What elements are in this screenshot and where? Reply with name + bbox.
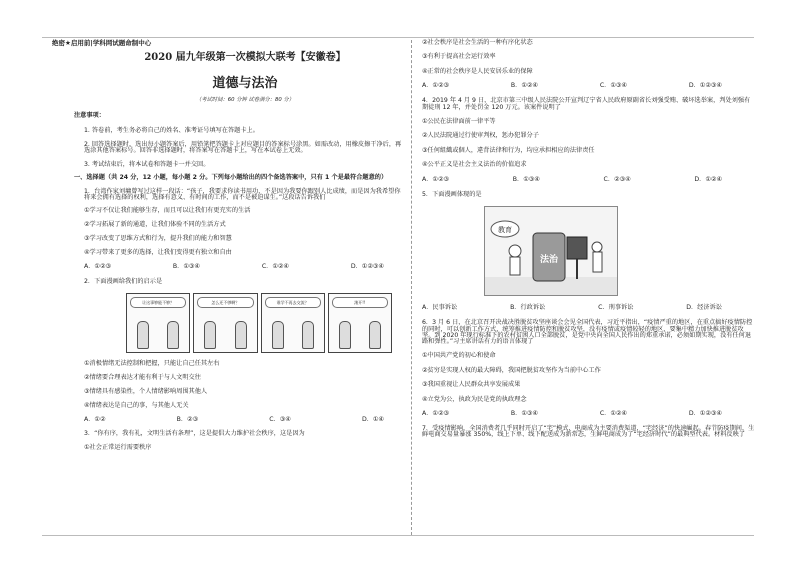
answer-c[interactable]: C．①③④	[599, 82, 627, 90]
option-item: ④学习带来了更多的选择，让我们变得更有独立和自由	[84, 249, 232, 257]
option-item: ④立党为公，执政为民是党的执政理念	[422, 395, 527, 403]
answer-a[interactable]: A．①②③	[84, 263, 112, 271]
option-item: ③我国重视让人民群众共享发展成果	[422, 381, 521, 389]
option-item: ②情绪要合理表达才能有利于与人文明交往	[84, 373, 201, 381]
answer-d[interactable]: D．①②④	[694, 175, 722, 183]
option-item: ③情绪具有感染性，个人情绪影响周围其他人	[84, 387, 208, 395]
answer-choices	[84, 264, 384, 270]
answer-c[interactable]: C．①②④	[599, 409, 627, 417]
question-stem: 3．“你有序，我有礼，文明生活有条理”，这是提倡大力维护社会秩序，这是因为	[84, 430, 305, 438]
comic-strip	[126, 293, 392, 353]
bubble-label: 教育	[498, 226, 512, 235]
answer-b[interactable]: B．①②④	[510, 82, 538, 90]
answer-d[interactable]: D．①④	[361, 415, 384, 423]
answer-a[interactable]: A．①②③	[422, 82, 450, 90]
option-item: ②人民法院通过行使审判权，惩办犯罪分子	[422, 132, 539, 140]
answer-d[interactable]: D．经济诉讼	[686, 304, 722, 312]
answer-d[interactable]: D．①②③④	[688, 82, 722, 90]
answer-c[interactable]: C．②③④	[603, 175, 631, 183]
option-item: ②社会秩序是社会生活的一种有序化状态	[422, 39, 533, 46]
option-item: ④正常的社会秩序是人民安居乐业的保障	[422, 67, 533, 75]
comic-panel	[261, 293, 325, 353]
bottom-rule	[42, 535, 754, 536]
answer-choices	[422, 177, 722, 183]
answer-c[interactable]: C．①②④	[261, 263, 289, 271]
option-item: ①公民在法律面前一律平等	[422, 117, 496, 125]
note-item: 3. 考试结束后，将本试卷和答题卡一并交回。	[84, 160, 210, 168]
option-item: ④公平正义是社会主义法治的价值追求	[422, 161, 527, 169]
column-divider	[411, 40, 412, 535]
figure-illustration	[235, 321, 247, 349]
option-item: ①社会正常运行需要秩序	[84, 443, 152, 451]
option-item: ①学习不仅让我们能够生存，而且可以让我们有更充实的生活	[84, 207, 251, 215]
option-item: ②贫穷是实现人权的最大障碍，我国把脱贫攻坚作为当前中心工作	[422, 366, 601, 374]
note-item: 2. 回答选择题时，选出每小题答案后，用铅笔把答题卡上对应题目的答案标号涂黑。如需改动，用橡皮擦干净后，再选涂其他答案标号。回答非选择题时，将答案写在答题卡上，写在本试卷上无效。	[84, 140, 402, 154]
figure-illustration	[369, 321, 381, 349]
figure-illustration	[302, 321, 314, 349]
answer-d[interactable]: D．①②③④	[688, 409, 722, 417]
option-item: ②学习拓展了新的通道，让我们体验不同的生活方式	[84, 221, 226, 229]
answer-a[interactable]: A．①②	[84, 415, 106, 423]
option-item: ①消极情绪无法控制和把握，只能让自己任其左右	[84, 359, 220, 367]
notes-title: 注意事项：	[74, 111, 105, 119]
answer-a[interactable]: A．①②③	[422, 175, 450, 183]
speech-bubble: 滚开!!	[332, 297, 388, 308]
question-stem: 1．台湾作家刘墉曾写过这样一段话：“孩子，我要求你读书用功，不是因为我要你跟别人比成绩，而是因为我希望你将来会拥有选择的权利，选择有意义、有时间的工作，而不是被迫谋生。”这段话告诉我们	[84, 187, 401, 201]
cartoon-illustration	[485, 207, 617, 295]
question-stem: 4．2019 年 4 月 9 日，北京市第三中级人民法院公开宣判辽宁省人民政府原副省长刘强受贿、破坏选举案，判处刘强有期徒刑 12 年，并处罚金 120 万元。该案件说明了	[422, 97, 751, 111]
question-stem: 7．受疫情影响，全国消费者几乎同时开启了“宅”模式，电商成为主要消费渠道，“宅经济”的快速崛起。春节防疫期间，生鲜电商交易量暴涨 350%，线上下单、线下配送成为新常态，生鲜电商成为了“宅经济时代”的最典型代表。材料反映了	[422, 425, 755, 439]
exam-title: 2020 届九年级第一次模拟大联考【安徽卷】	[144, 51, 346, 63]
exam-meta: （考试时间：60 分钟 试卷满分：80 分）	[196, 96, 294, 103]
answer-b[interactable]: B．①③④	[512, 175, 540, 183]
answer-a[interactable]: A．民事诉讼	[422, 304, 458, 312]
section-heading: 一、选择题（共 24 分，12 小题，每小题 2 分。下列每小题给出的四个备选答案中，只有 1 个是最符合题意的）	[74, 174, 388, 182]
figure-illustration	[272, 321, 284, 349]
answer-choices	[84, 417, 384, 423]
figure-illustration	[204, 321, 216, 349]
speech-bubble: 怎么还不够啊？	[197, 297, 253, 308]
right-column	[422, 40, 756, 447]
top-rule	[42, 37, 754, 38]
answer-b[interactable]: B．①③④	[172, 263, 200, 271]
option-item: ③学习改变了思维方式和行为，提升我们的能力和智慧	[84, 235, 232, 243]
confidential-header: 绝密★启用前|学科网试题命制中心	[52, 39, 152, 47]
answer-b[interactable]: B．行政诉讼	[510, 304, 546, 312]
option-item: ③任何組織或個人，違背法律和行为，均应承担相应的法律责任	[422, 146, 595, 154]
left-column	[52, 39, 406, 459]
figure-illustration	[339, 321, 351, 349]
question-stem: 6．3 月 6 日，在北京召开决战决胜脱贫攻坚座谈会会见全国代表，习近平指出，“疫情严重的地区，在重点搞好疫情防控的同时，可以创新工作方式，统筹推进疫情防控和脱贫攻坚，没有疫情或疫情较轻的地区，要集中精力加快推进脱贫攻坚。到 2020 年现行标准下的农村贫困人口全部脱贫，是党中央向全国人民作出的郑重承诺，必须如期实现，没有任何退路和弹性。”习主席讲话有力的语言体现了	[422, 319, 753, 345]
answer-c[interactable]: C．③④	[269, 415, 291, 423]
answer-d[interactable]: D．①②③④	[350, 263, 384, 271]
option-item: ③有利于提高社会运行效率	[422, 53, 496, 61]
comic-panel	[193, 293, 257, 353]
pillar-label: 法治	[539, 255, 559, 266]
option-item: ④情绪表达是自己的事，与其他人无关	[84, 401, 189, 409]
answer-choices	[422, 411, 722, 417]
comic-panel	[126, 293, 190, 353]
question-stem: 5．下面漫画体现的是	[422, 190, 482, 198]
note-item: 1. 答卷前，考生务必将自己的姓名、准考证号填写在答题卡上。	[84, 127, 259, 134]
answer-b[interactable]: B．②③	[176, 415, 199, 423]
speech-bubble: 谁学不再去交流？	[265, 297, 321, 308]
question-stem: 2．下面漫画给我们的启示是	[84, 277, 163, 285]
speech-bubble: 让这事够能不够？	[130, 297, 186, 308]
figure-illustration	[137, 321, 149, 349]
answer-choices	[422, 305, 722, 311]
option-item: ①中国共产党的初心和使命	[422, 352, 496, 360]
comic-panel	[328, 293, 392, 353]
figure-illustration	[167, 321, 179, 349]
law-cartoon	[484, 206, 618, 296]
answer-a[interactable]: A．①②③	[422, 409, 450, 417]
answer-c[interactable]: C．刑事诉讼	[598, 304, 634, 312]
answer-b[interactable]: B．①③④	[510, 409, 538, 417]
answer-choices	[422, 83, 722, 89]
subject-title: 道德与法治	[212, 75, 278, 91]
